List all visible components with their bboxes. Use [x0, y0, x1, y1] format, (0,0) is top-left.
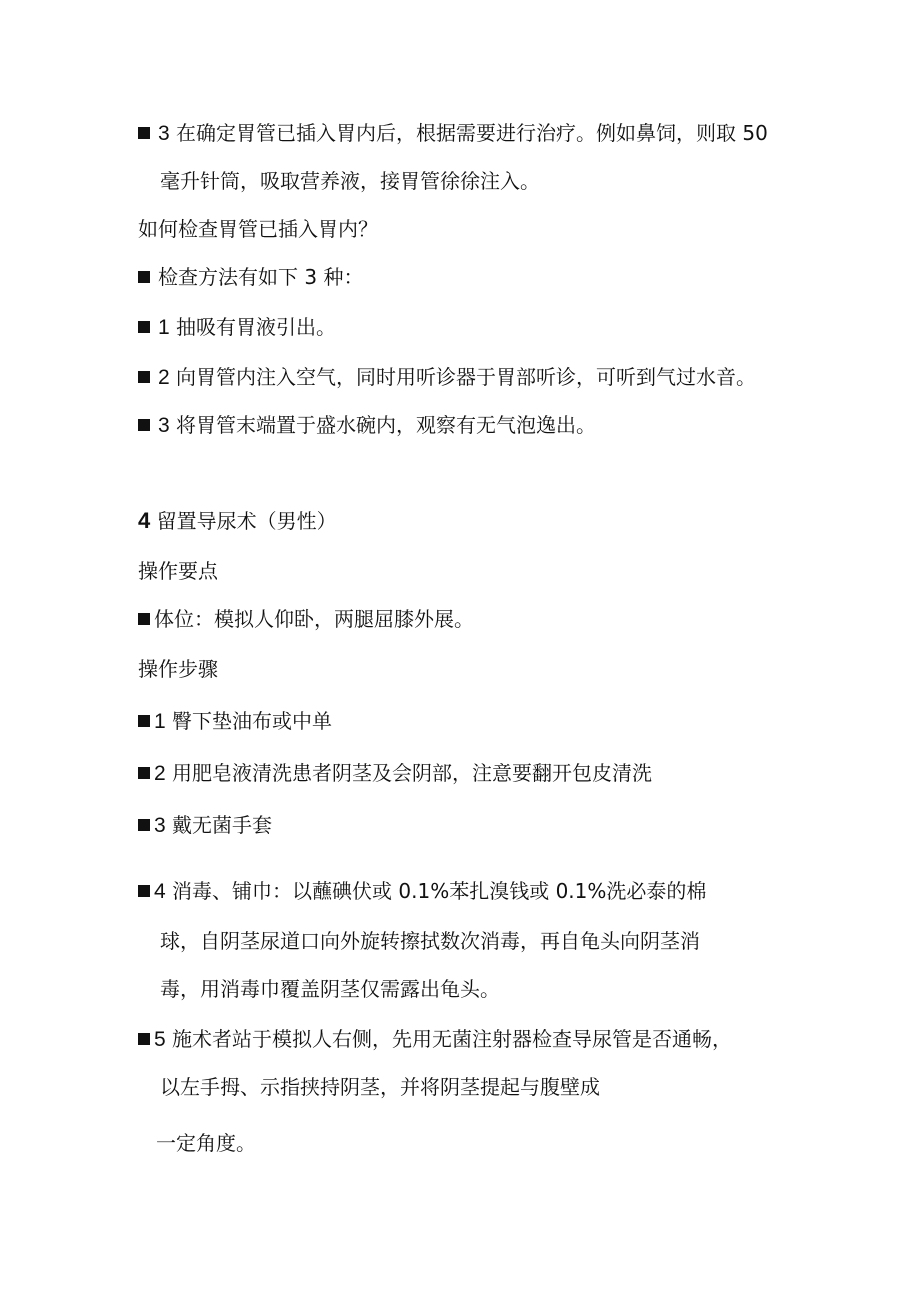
cath-step-5-line-3: 一定角度。 [156, 1131, 256, 1155]
section-heading: 4 留置导尿术（男性） [138, 508, 337, 533]
cath-step-2: 2 用肥皂液清洗患者阴茎及会阴部，注意要翻开包皮清洗 [138, 760, 652, 787]
step-3-line-1: 3 在确定胃管已插入胃内后，根据需要进行治疗。例如鼻饲，则取 50 [138, 120, 768, 147]
cath-step-4-line-1: 4 消毒、铺巾：以蘸碘伏或 0.1%苯扎溴钱或 0.1%洗必泰的棉 [138, 878, 706, 905]
square-bullet-icon [138, 127, 150, 139]
steps-heading: 操作步骤 [138, 657, 218, 681]
check-method-2: 2 向胃管内注入空气，同时用听诊器于胃部听诊，可听到气过水音。 [138, 364, 756, 391]
square-bullet-icon [138, 419, 150, 431]
cath-step-5-line-1: 5 施术者站于模拟人右侧，先用无菌注射器检查导尿管是否通畅， [138, 1026, 732, 1053]
square-bullet-icon [138, 371, 150, 383]
square-bullet-icon [138, 715, 150, 727]
square-bullet-icon [138, 885, 150, 897]
cath-step-4-line-3: 毒，用消毒巾覆盖阴茎仅需露出龟头。 [160, 977, 500, 1001]
cath-step-4-line-2: 球，自阴茎尿道口向外旋转擦拭数次消毒，再自龟头向阴茎消 [160, 929, 700, 953]
question-heading: 如何检查胃管已插入胃内？ [138, 217, 378, 241]
step-3-line-2: 毫升针筒，吸取营养液，接胃管徐徐注入。 [160, 169, 540, 193]
square-bullet-icon [138, 271, 150, 283]
square-bullet-icon [138, 321, 150, 333]
square-bullet-icon [138, 819, 150, 831]
cath-step-1: 1 臀下垫油布或中单 [138, 708, 332, 735]
cath-step-5-line-2: 以左手拇、示指挟持阴茎，并将阴茎提起与腹壁成 [160, 1075, 600, 1099]
key-points-heading: 操作要点 [138, 559, 218, 583]
square-bullet-icon [138, 767, 150, 779]
square-bullet-icon [138, 613, 150, 625]
position-line: 体位：模拟人仰卧，两腿屈膝外展。 [138, 606, 474, 632]
check-method-1: 1 抽吸有胃液引出。 [138, 314, 336, 341]
cath-step-3: 3 戴无菌手套 [138, 812, 272, 839]
check-method-3: 3 将胃管末端置于盛水碗内，观察有无气泡逸出。 [138, 412, 596, 439]
square-bullet-icon [138, 1033, 150, 1045]
check-methods-intro: 检查方法有如下 3 种： [138, 264, 363, 290]
